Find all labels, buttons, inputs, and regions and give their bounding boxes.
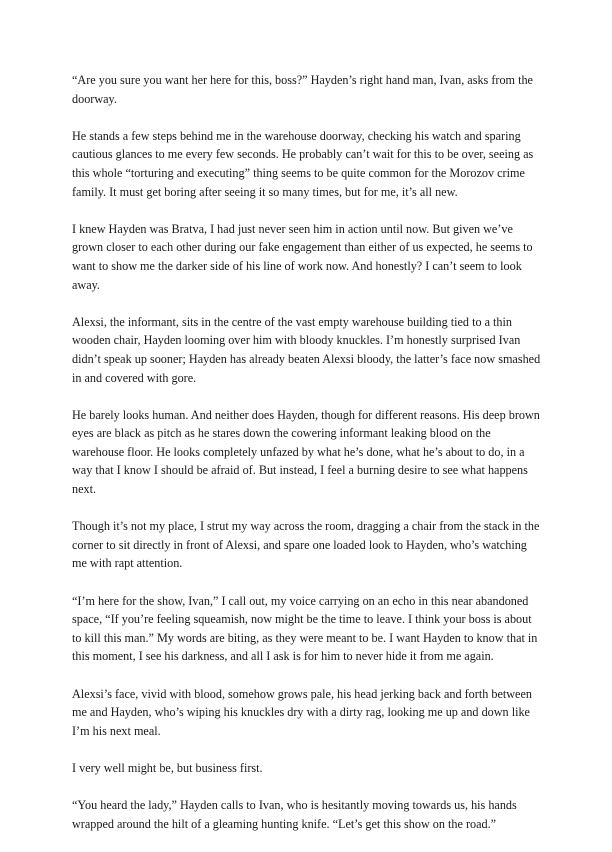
paragraph-2: He stands a few steps behind me in the warehouse doorway, checking his watch and sparing cautious glances to me every few seconds. He probably can’t wait for this to be over, seeing as this whole “torturing and executing” thing seems to be quite common for the Morozov crime family. It must get boring after seeing it so many times, but for me, it’s all new. xyxy=(72,128,534,199)
paragraph-10: “You heard the lady,” Hayden calls to Ivan, who is hesitantly moving towards us, his hands wrapped around the hilt of a gleaming hunting knife. “Let’s get this show on the road.” xyxy=(72,798,517,831)
paragraph-4: Alexsi, the informant, sits in the centre of the vast empty warehouse building tied to a thin wooden chair, Hayden looming over him with bloody knuckles. I’m honestly surprised Ivan didn’t speak up sooner; Hayden has already beaten Alexsi bloody, the latter’s face now smashed in and covered with gore. xyxy=(72,314,541,385)
paragraph-5: He barely looks human. And neither does Hayden, though for different reasons. His deep brown eyes are black as pitch as he stares down the cowering informant leaking blood on the warehouse floor. He looks completely unfazed by what he’s done, what he’s about to do, in a way that I know I should be afraid of. But instead, I feel a burning desire to see what happens next. xyxy=(72,407,540,497)
paragraph-3: I knew Hayden was Bratva, I had just never seen him in action until now. But given we’ve grown closer to each other during our fake engagement than either of us expected, he seems to want to show me the darker side of his line of work now. And honestly? I can’t seem to look away. xyxy=(72,221,533,292)
paragraph-8: Alexsi’s face, vivid with blood, somehow grows pale, his head jerking back and forth between me and Hayden, who’s wiping his knuckles dry with a dirty rag, looking me up and down like I’m his next meal. xyxy=(72,686,532,738)
document-body xyxy=(72,71,542,852)
paragraph-6: Though it’s not my place, I strut my way across the room, dragging a chair from the stack in the corner to sit directly in front of Alexsi, and spare one loaded look to Hayden, who’s watching me with rapt attention. xyxy=(72,519,540,571)
paragraph-1: “Are you sure you want her here for this, boss?” Hayden’s right hand man, Ivan, asks from the doorway. xyxy=(72,73,533,106)
paragraph-7: “I’m here for the show, Ivan,” I call out, my voice carrying on an echo in this near abandoned space, “If you’re feeling squeamish, now might be the time to leave. I think your boss is about to kill this man.” My words are biting, as they were meant to be. I want Hayden to know that in this moment, I see his darkness, and all I ask is for him to never hide it from me again. xyxy=(72,593,538,664)
paragraph-9: I very well might be, but business first. xyxy=(72,760,263,775)
